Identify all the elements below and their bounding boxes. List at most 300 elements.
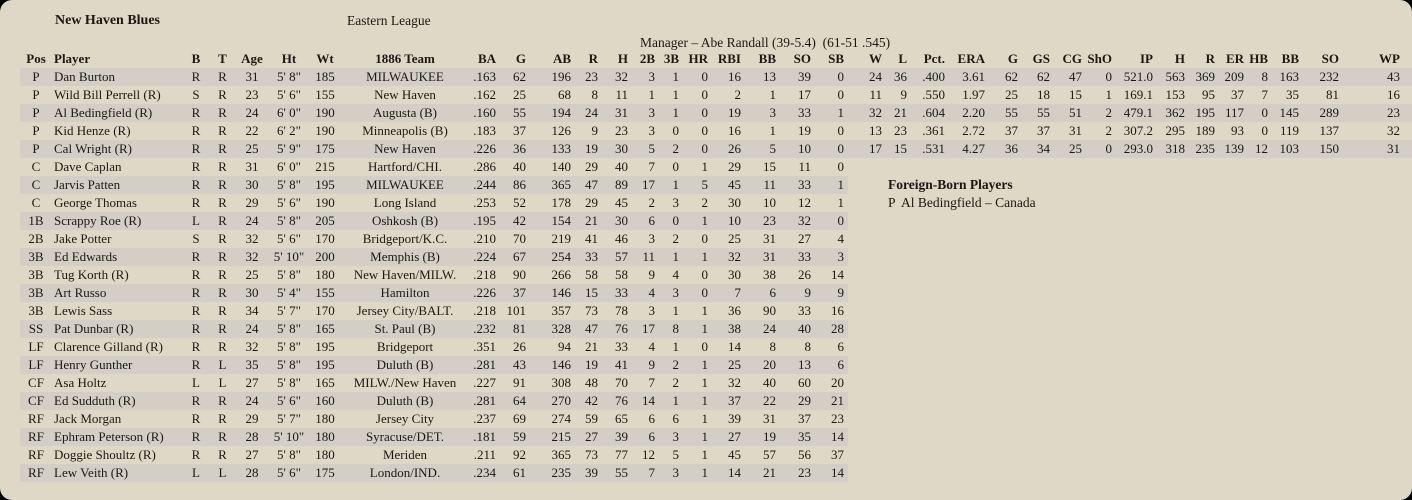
batting-cell-age: 31 bbox=[245, 69, 259, 84]
pitching-cell-r: 189 bbox=[1195, 123, 1215, 138]
batting-cell-2b: 11 bbox=[642, 249, 655, 264]
pitching-header-wp: WP bbox=[1379, 51, 1400, 66]
batting-cell-pos: LF bbox=[28, 339, 44, 354]
batting-cell-age: 29 bbox=[245, 195, 259, 210]
pitching-cell-era: 2.20 bbox=[962, 105, 985, 120]
batting-cell-2b: 17 bbox=[642, 177, 655, 192]
batting-cell-b: R bbox=[191, 411, 201, 426]
batting-cell-r: 42 bbox=[585, 393, 598, 408]
batting-cell-ba: .226 bbox=[473, 141, 496, 156]
batting-cell-t: R bbox=[218, 393, 227, 408]
batting-cell-b: L bbox=[192, 465, 200, 480]
pitching-cell-bb: 145 bbox=[1279, 105, 1299, 120]
batting-cell-bb: 31 bbox=[763, 411, 776, 426]
pitching-cell-w: 17 bbox=[869, 141, 882, 156]
batting-cell-g: 55 bbox=[513, 105, 526, 120]
pitching-cell-er: 37 bbox=[1231, 87, 1244, 102]
batting-cell-ht: 5' 8" bbox=[277, 177, 301, 192]
pitching-cell-l: 21 bbox=[894, 105, 907, 120]
batting-cell-3b: 3 bbox=[672, 465, 679, 480]
batting-cell-3b: 3 bbox=[672, 429, 679, 444]
batting-cell-wt: 185 bbox=[315, 69, 335, 84]
batting-cell-hr: 1 bbox=[701, 249, 708, 264]
pitching-cell-ip: 293.0 bbox=[1123, 141, 1153, 156]
batting-cell-1886team: New Haven/MILW. bbox=[353, 267, 457, 282]
batting-cell-ba: .218 bbox=[473, 303, 496, 318]
pitching-cell-bb: 163 bbox=[1279, 69, 1299, 84]
batting-cell-pos: 2B bbox=[28, 231, 44, 246]
batting-cell-h: 33 bbox=[615, 339, 628, 354]
batting-cell-so: 29 bbox=[798, 393, 811, 408]
batting-row bbox=[20, 284, 848, 302]
batting-cell-ab: 357 bbox=[551, 303, 571, 318]
batting-cell-ab: 266 bbox=[551, 267, 571, 282]
batting-cell-player: Kid Henze (R) bbox=[54, 123, 131, 138]
batting-cell-sb: 16 bbox=[831, 303, 844, 318]
batting-cell-ht: 5' 8" bbox=[277, 321, 301, 336]
batting-cell-ht: 5' 8" bbox=[277, 69, 301, 84]
batting-cell-hr: 0 bbox=[701, 87, 708, 102]
batting-cell-ht: 6' 0" bbox=[277, 105, 301, 120]
batting-cell-b: R bbox=[191, 447, 201, 462]
batting-cell-hr: 1 bbox=[701, 447, 708, 462]
pitching-header-row bbox=[848, 50, 1412, 68]
batting-cell-ba: .224 bbox=[473, 249, 496, 264]
batting-cell-1886team: Memphis (B) bbox=[370, 249, 440, 264]
batting-cell-r: 41 bbox=[585, 231, 598, 246]
batting-cell-t: R bbox=[218, 267, 227, 282]
batting-cell-player: Doggie Shoultz (R) bbox=[54, 447, 156, 462]
batting-cell-t: R bbox=[218, 177, 227, 192]
batting-cell-h: 57 bbox=[615, 249, 628, 264]
batting-cell-2b: 6 bbox=[648, 429, 655, 444]
batting-cell-ab: 365 bbox=[551, 177, 571, 192]
batting-cell-2b: 9 bbox=[648, 357, 655, 372]
pitching-cell-hb: 0 bbox=[1261, 123, 1268, 138]
batting-cell-2b: 3 bbox=[648, 105, 655, 120]
pitching-cell-hb: 0 bbox=[1261, 105, 1268, 120]
batting-cell-3b: 0 bbox=[672, 213, 679, 228]
batting-cell-wt: 195 bbox=[315, 357, 335, 372]
batting-row bbox=[20, 86, 848, 104]
batting-cell-1886team: Duluth (B) bbox=[376, 357, 434, 372]
pitching-header-bb: BB bbox=[1281, 51, 1299, 66]
batting-cell-2b: 3 bbox=[648, 69, 655, 84]
batting-cell-r: 73 bbox=[585, 447, 598, 462]
batting-cell-3b: 3 bbox=[672, 285, 679, 300]
batting-cell-so: 33 bbox=[798, 249, 811, 264]
batting-cell-rbi: 14 bbox=[728, 465, 741, 480]
batting-cell-h: 46 bbox=[615, 231, 628, 246]
batting-cell-r: 48 bbox=[585, 375, 598, 390]
batting-cell-ab: 365 bbox=[551, 447, 571, 462]
batting-table bbox=[20, 50, 848, 482]
batting-cell-pos: 3B bbox=[28, 303, 44, 318]
batting-cell-sb: 1 bbox=[837, 105, 844, 120]
batting-cell-g: 92 bbox=[513, 447, 526, 462]
batting-cell-ht: 5' 6" bbox=[277, 465, 301, 480]
batting-cell-age: 34 bbox=[245, 303, 259, 318]
foreign-born-player: P Al Bedingfield – Canada bbox=[888, 195, 1036, 210]
batting-cell-age: 25 bbox=[245, 141, 259, 156]
batting-cell-b: R bbox=[191, 105, 201, 120]
pitching-cell-sho: 0 bbox=[1105, 69, 1112, 84]
batting-cell-h: 77 bbox=[615, 447, 628, 462]
batting-cell-ba: .210 bbox=[473, 231, 496, 246]
batting-cell-sb: 20 bbox=[831, 375, 844, 390]
batting-cell-sb: 21 bbox=[831, 393, 844, 408]
pitching-cell-w: 13 bbox=[869, 123, 882, 138]
batting-cell-b: L bbox=[192, 213, 200, 228]
batting-cell-3b: 0 bbox=[672, 123, 679, 138]
batting-cell-so: 12 bbox=[798, 195, 811, 210]
batting-header-r: R bbox=[588, 51, 598, 66]
pitching-cell-h: 153 bbox=[1165, 87, 1185, 102]
pitching-header-er: ER bbox=[1225, 51, 1244, 66]
batting-cell-3b: 1 bbox=[672, 69, 679, 84]
batting-cell-g: 86 bbox=[513, 177, 526, 192]
batting-cell-3b: 4 bbox=[672, 267, 679, 282]
pitching-cell-l: 9 bbox=[900, 87, 907, 102]
batting-cell-r: 59 bbox=[585, 411, 598, 426]
pitching-cell-er: 209 bbox=[1224, 69, 1244, 84]
batting-cell-sb: 9 bbox=[837, 285, 844, 300]
batting-cell-ba: .234 bbox=[473, 465, 496, 480]
batting-cell-rbi: 27 bbox=[728, 429, 741, 444]
batting-cell-2b: 7 bbox=[648, 465, 655, 480]
batting-cell-t: R bbox=[218, 285, 227, 300]
batting-cell-1886team: Minneapolis (B) bbox=[362, 123, 448, 138]
batting-cell-g: 43 bbox=[513, 357, 526, 372]
batting-cell-3b: 5 bbox=[672, 447, 679, 462]
batting-cell-ht: 5' 10" bbox=[273, 249, 305, 264]
batting-cell-player: Lewis Sass bbox=[54, 303, 113, 318]
batting-cell-rbi: 32 bbox=[728, 249, 741, 264]
batting-cell-player: Pat Dunbar (R) bbox=[54, 321, 134, 336]
league-name: Eastern League bbox=[347, 13, 431, 28]
pitching-cell-gs: 37 bbox=[1037, 123, 1050, 138]
batting-cell-hr: 1 bbox=[701, 159, 708, 174]
batting-cell-ht: 5' 6" bbox=[277, 87, 301, 102]
batting-cell-wt: 190 bbox=[315, 123, 335, 138]
batting-row bbox=[20, 68, 848, 86]
pitching-cell-pct: .400 bbox=[922, 69, 945, 84]
batting-cell-3b: 1 bbox=[672, 177, 679, 192]
batting-cell-sb: 0 bbox=[837, 69, 844, 84]
batting-cell-ht: 5' 6" bbox=[277, 393, 301, 408]
batting-cell-hr: 1 bbox=[701, 375, 708, 390]
batting-cell-2b: 14 bbox=[642, 393, 655, 408]
batting-cell-hr: 1 bbox=[701, 321, 708, 336]
batting-cell-b: R bbox=[191, 69, 201, 84]
batting-cell-so: 10 bbox=[798, 141, 811, 156]
batting-cell-2b: 4 bbox=[648, 339, 655, 354]
batting-cell-age: 28 bbox=[245, 429, 259, 444]
pitching-cell-w: 24 bbox=[869, 69, 882, 84]
batting-cell-pos: 3B bbox=[28, 267, 44, 282]
batting-cell-ab: 94 bbox=[558, 339, 571, 354]
batting-cell-player: Jake Potter bbox=[54, 231, 112, 246]
batting-row bbox=[20, 212, 848, 230]
batting-cell-r: 8 bbox=[591, 87, 598, 102]
batting-cell-3b: 2 bbox=[672, 231, 679, 246]
batting-cell-sb: 28 bbox=[831, 321, 844, 336]
batting-cell-rbi: 39 bbox=[728, 411, 741, 426]
batting-cell-player: Dan Burton bbox=[54, 69, 116, 84]
pitching-cell-g: 37 bbox=[1005, 123, 1018, 138]
batting-cell-pos: C bbox=[31, 195, 41, 210]
pitching-cell-sho: 0 bbox=[1105, 141, 1112, 156]
pitching-cell-era: 3.61 bbox=[962, 69, 985, 84]
batting-cell-ab: 254 bbox=[551, 249, 571, 264]
batting-cell-h: 55 bbox=[615, 465, 628, 480]
batting-cell-1886team: MILWAUKEE bbox=[366, 69, 444, 84]
batting-cell-wt: 215 bbox=[315, 159, 335, 174]
batting-cell-rbi: 37 bbox=[728, 393, 741, 408]
batting-cell-r: 19 bbox=[585, 357, 598, 372]
batting-cell-t: R bbox=[218, 105, 227, 120]
batting-cell-3b: 2 bbox=[672, 357, 679, 372]
batting-cell-ht: 5' 9" bbox=[277, 141, 301, 156]
pitching-header-l: L bbox=[898, 51, 907, 66]
batting-cell-pos: SS bbox=[28, 321, 44, 336]
batting-cell-hr: 0 bbox=[701, 339, 708, 354]
pitching-cell-er: 117 bbox=[1224, 105, 1244, 120]
batting-cell-wt: 180 bbox=[315, 429, 335, 444]
batting-cell-ba: .160 bbox=[473, 105, 496, 120]
pitching-cell-r: 195 bbox=[1195, 105, 1215, 120]
pitching-header-sho: ShO bbox=[1087, 51, 1112, 66]
batting-cell-hr: 0 bbox=[701, 285, 708, 300]
batting-cell-so: 33 bbox=[798, 303, 811, 318]
batting-cell-t: R bbox=[218, 249, 227, 264]
batting-cell-1886team: New Haven bbox=[374, 141, 436, 156]
pitching-cell-era: 4.27 bbox=[962, 141, 985, 156]
pitching-cell-g: 62 bbox=[1005, 69, 1018, 84]
batting-cell-sb: 0 bbox=[837, 123, 844, 138]
batting-cell-wt: 200 bbox=[315, 249, 335, 264]
batting-header-bb: BB bbox=[758, 51, 776, 66]
batting-cell-g: 40 bbox=[513, 159, 526, 174]
batting-cell-t: R bbox=[218, 141, 227, 156]
batting-cell-b: R bbox=[191, 195, 201, 210]
batting-cell-2b: 5 bbox=[648, 141, 655, 156]
batting-cell-h: 65 bbox=[615, 411, 628, 426]
pitching-cell-h: 362 bbox=[1165, 105, 1185, 120]
pitching-cell-g: 36 bbox=[1005, 141, 1018, 156]
batting-cell-t: R bbox=[218, 429, 227, 444]
batting-cell-hr: 2 bbox=[701, 195, 708, 210]
batting-cell-ba: .181 bbox=[473, 429, 496, 444]
batting-cell-g: 67 bbox=[513, 249, 526, 264]
batting-cell-t: R bbox=[218, 411, 227, 426]
batting-cell-player: Ed Sudduth (R) bbox=[54, 393, 136, 408]
batting-cell-sb: 14 bbox=[831, 267, 844, 282]
batting-row bbox=[20, 446, 848, 464]
batting-header-ht: Ht bbox=[281, 51, 297, 66]
batting-cell-hr: 0 bbox=[701, 267, 708, 282]
batting-cell-player: Wild Bill Perrell (R) bbox=[54, 87, 161, 102]
pitching-cell-cg: 31 bbox=[1069, 123, 1082, 138]
batting-cell-h: 33 bbox=[615, 285, 628, 300]
batting-cell-r: 29 bbox=[585, 195, 598, 210]
batting-cell-ab: 219 bbox=[551, 231, 571, 246]
batting-cell-player: Scrappy Roe (R) bbox=[54, 213, 142, 228]
batting-cell-rbi: 25 bbox=[728, 231, 741, 246]
pitching-cell-l: 36 bbox=[894, 69, 907, 84]
batting-cell-ab: 215 bbox=[551, 429, 571, 444]
batting-cell-bb: 31 bbox=[763, 249, 776, 264]
batting-cell-ba: .227 bbox=[473, 375, 496, 390]
batting-cell-3b: 1 bbox=[672, 87, 679, 102]
batting-header-rbi: RBI bbox=[717, 51, 741, 66]
batting-cell-bb: 57 bbox=[763, 447, 776, 462]
batting-cell-age: 27 bbox=[245, 447, 259, 462]
batting-cell-so: 17 bbox=[798, 87, 811, 102]
batting-cell-b: R bbox=[191, 393, 201, 408]
batting-cell-rbi: 45 bbox=[728, 177, 741, 192]
batting-cell-wt: 180 bbox=[315, 267, 335, 282]
batting-cell-pos: P bbox=[32, 69, 40, 84]
batting-cell-rbi: 14 bbox=[728, 339, 741, 354]
batting-cell-ab: 133 bbox=[551, 141, 571, 156]
batting-row bbox=[20, 302, 848, 320]
batting-cell-b: R bbox=[191, 177, 201, 192]
batting-cell-player: George Thomas bbox=[54, 195, 137, 210]
batting-cell-ab: 154 bbox=[551, 213, 571, 228]
batting-cell-so: 56 bbox=[798, 447, 811, 462]
batting-cell-3b: 6 bbox=[672, 411, 679, 426]
pitching-cell-hb: 8 bbox=[1261, 69, 1268, 84]
batting-cell-player: Clarence Gilland (R) bbox=[54, 339, 164, 354]
batting-cell-age: 32 bbox=[245, 339, 259, 354]
batting-cell-g: 101 bbox=[506, 303, 526, 318]
batting-cell-hr: 5 bbox=[701, 177, 708, 192]
batting-cell-pos: P bbox=[32, 87, 40, 102]
pitching-header-g: G bbox=[1007, 51, 1018, 66]
batting-cell-wt: 180 bbox=[315, 447, 335, 462]
batting-cell-g: 61 bbox=[513, 465, 526, 480]
batting-cell-so: 33 bbox=[798, 177, 811, 192]
batting-cell-ht: 5' 8" bbox=[277, 213, 301, 228]
batting-cell-sb: 23 bbox=[831, 411, 844, 426]
batting-cell-so: 8 bbox=[804, 339, 811, 354]
pitching-header-ip: IP bbox=[1140, 51, 1153, 66]
batting-cell-t: R bbox=[218, 123, 227, 138]
pitching-cell-hb: 7 bbox=[1261, 87, 1268, 102]
batting-cell-age: 24 bbox=[245, 321, 259, 336]
batting-cell-3b: 8 bbox=[672, 321, 679, 336]
batting-row bbox=[20, 392, 848, 410]
batting-cell-r: 24 bbox=[585, 105, 598, 120]
pitching-cell-wp: 31 bbox=[1387, 141, 1400, 156]
batting-cell-bb: 11 bbox=[763, 177, 776, 192]
pitching-cell-bb: 35 bbox=[1286, 87, 1299, 102]
batting-cell-r: 27 bbox=[585, 429, 598, 444]
batting-cell-b: R bbox=[191, 249, 201, 264]
batting-cell-ht: 5' 6" bbox=[277, 231, 301, 246]
batting-cell-age: 31 bbox=[245, 159, 259, 174]
batting-cell-b: L bbox=[192, 375, 200, 390]
batting-cell-hr: 1 bbox=[701, 429, 708, 444]
batting-cell-pos: P bbox=[32, 105, 40, 120]
batting-cell-player: Al Bedingfield (R) bbox=[54, 105, 153, 120]
batting-cell-3b: 1 bbox=[672, 393, 679, 408]
pitching-cell-cg: 47 bbox=[1069, 69, 1082, 84]
batting-cell-rbi: 16 bbox=[728, 123, 741, 138]
batting-cell-so: 13 bbox=[798, 357, 811, 372]
batting-cell-2b: 9 bbox=[648, 267, 655, 282]
batting-cell-r: 21 bbox=[585, 339, 598, 354]
batting-header-row bbox=[20, 50, 848, 68]
batting-cell-so: 27 bbox=[798, 231, 811, 246]
foreign-born-title: Foreign-Born Players bbox=[888, 177, 1013, 192]
pitching-header-r: R bbox=[1205, 51, 1215, 66]
pitching-cell-w: 32 bbox=[869, 105, 882, 120]
batting-cell-so: 26 bbox=[798, 267, 811, 282]
batting-cell-bb: 5 bbox=[769, 141, 776, 156]
batting-cell-t: R bbox=[218, 69, 227, 84]
batting-cell-h: 76 bbox=[615, 393, 628, 408]
pitching-row bbox=[848, 122, 1412, 140]
batting-cell-player: Tug Korth (R) bbox=[54, 267, 129, 282]
pitching-cell-so: 81 bbox=[1326, 87, 1339, 102]
pitching-cell-pct: .550 bbox=[922, 87, 945, 102]
batting-header-2b: 2B bbox=[639, 51, 655, 66]
batting-cell-ab: 140 bbox=[551, 159, 571, 174]
pitching-header-w: W bbox=[869, 51, 882, 66]
batting-cell-g: 52 bbox=[513, 195, 526, 210]
pitching-header-pct: Pct. bbox=[923, 51, 945, 66]
batting-cell-so: 32 bbox=[798, 213, 811, 228]
batting-cell-ab: 235 bbox=[551, 465, 571, 480]
pitching-header-h: H bbox=[1174, 51, 1185, 66]
pitching-header-cg: CG bbox=[1062, 51, 1082, 66]
pitching-header-era: ERA bbox=[957, 51, 985, 66]
batting-cell-g: 37 bbox=[513, 285, 526, 300]
pitching-cell-cg: 51 bbox=[1069, 105, 1082, 120]
batting-cell-ht: 5' 8" bbox=[277, 357, 301, 372]
batting-cell-hr: 1 bbox=[701, 213, 708, 228]
batting-cell-age: 22 bbox=[245, 123, 259, 138]
batting-cell-rbi: 16 bbox=[728, 69, 741, 84]
pitching-cell-gs: 55 bbox=[1037, 105, 1050, 120]
pitching-cell-wp: 43 bbox=[1387, 69, 1400, 84]
batting-cell-1886team: Syracuse/DET. bbox=[365, 429, 445, 444]
batting-cell-b: R bbox=[191, 321, 201, 336]
batting-cell-hr: 1 bbox=[701, 465, 708, 480]
batting-row bbox=[20, 374, 848, 392]
pitching-cell-hb: 12 bbox=[1255, 141, 1268, 156]
pitching-cell-wp: 23 bbox=[1387, 105, 1400, 120]
batting-cell-1886team: MILWAUKEE bbox=[366, 177, 444, 192]
batting-cell-so: 37 bbox=[798, 411, 811, 426]
batting-cell-sb: 4 bbox=[837, 231, 844, 246]
batting-cell-2b: 3 bbox=[648, 123, 655, 138]
batting-cell-wt: 190 bbox=[315, 105, 335, 120]
batting-cell-player: Jack Morgan bbox=[54, 411, 122, 426]
batting-cell-age: 35 bbox=[245, 357, 259, 372]
batting-header-3b: 3B bbox=[663, 51, 679, 66]
batting-cell-age: 24 bbox=[245, 105, 259, 120]
batting-cell-h: 30 bbox=[615, 141, 628, 156]
batting-cell-1886team: Long Island bbox=[373, 195, 437, 210]
pitching-cell-w: 11 bbox=[869, 87, 882, 102]
batting-cell-b: R bbox=[191, 285, 201, 300]
batting-cell-h: 45 bbox=[615, 195, 628, 210]
batting-cell-ht: 6' 2" bbox=[277, 123, 301, 138]
batting-row bbox=[20, 176, 848, 194]
